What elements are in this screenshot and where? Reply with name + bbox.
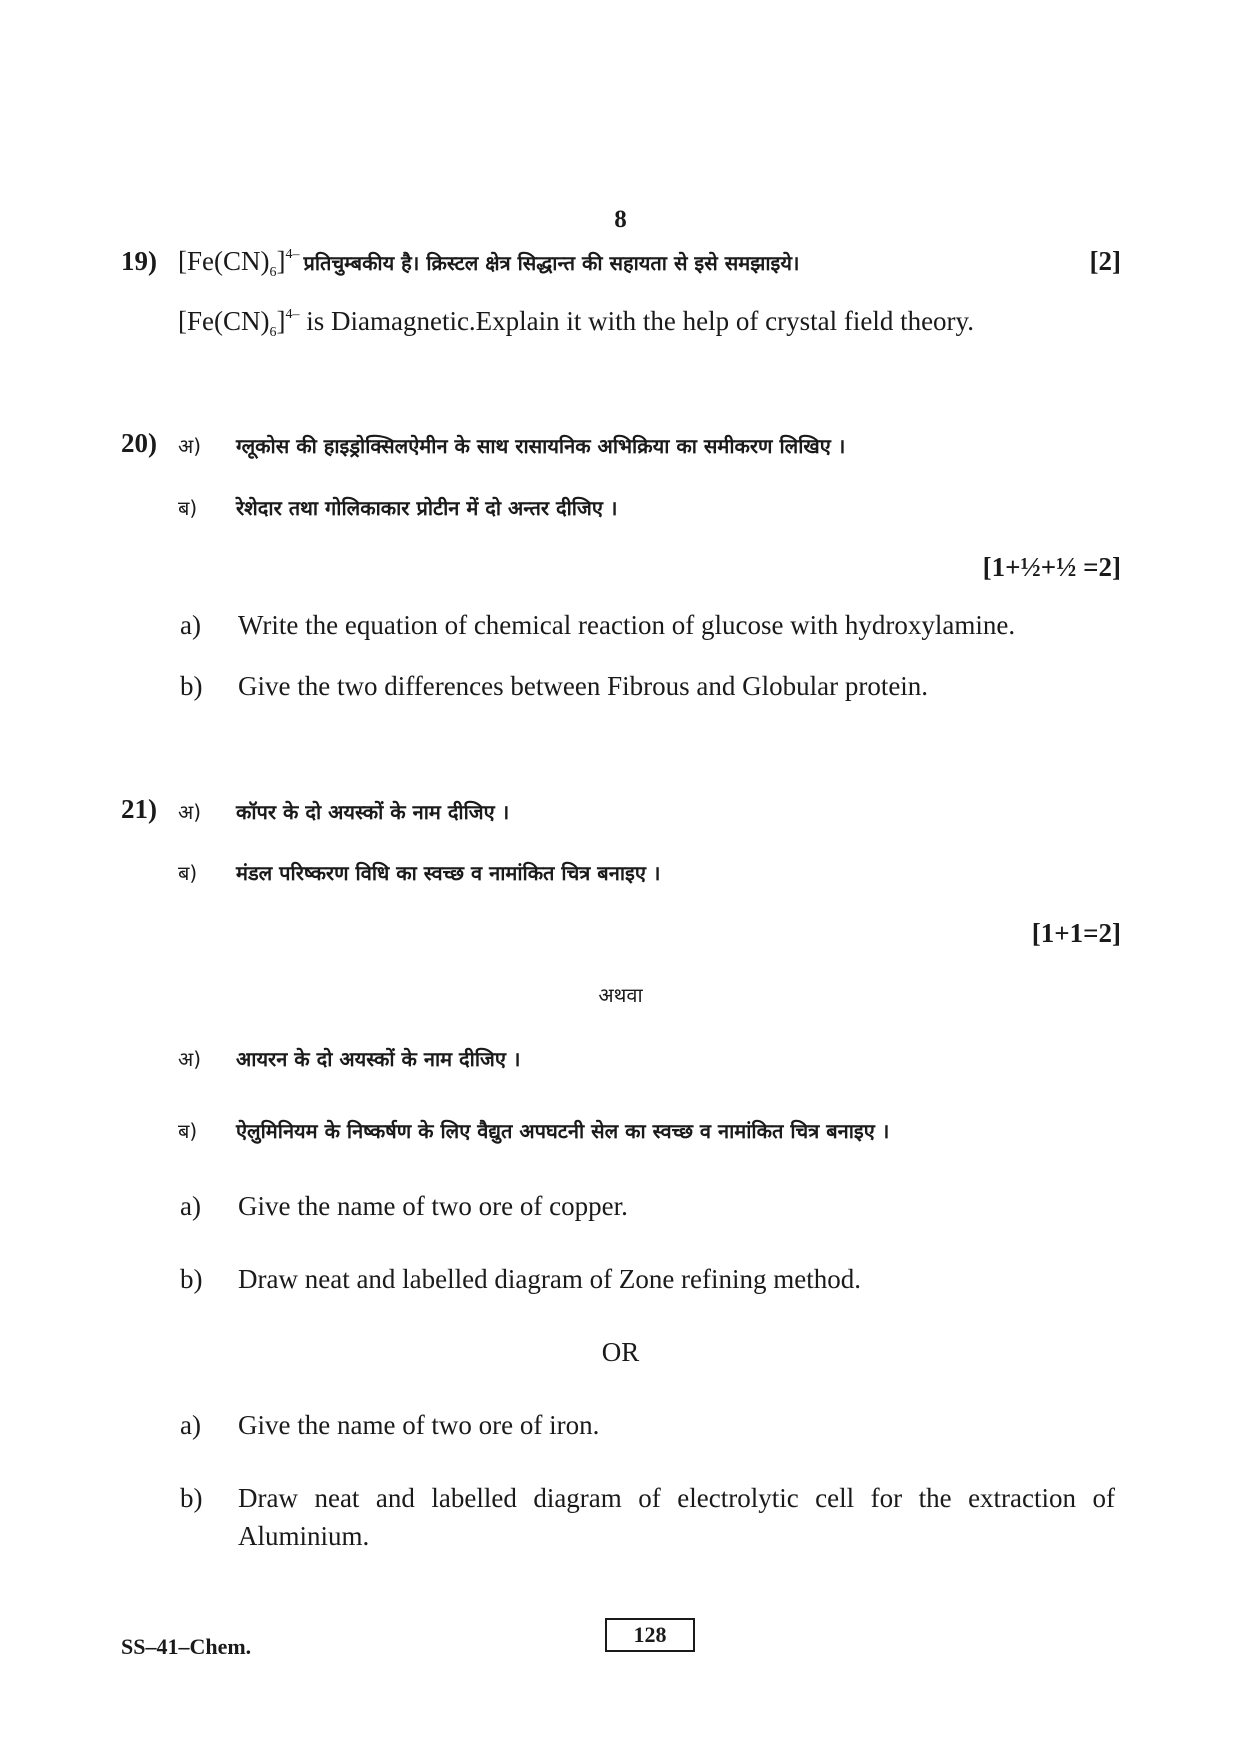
q20-en-a: Write the equation of chemical reaction of glucose with hydroxylamine.	[238, 610, 1016, 640]
q21-hindi-alt-b-label: ब)	[178, 1119, 198, 1143]
formula-charge: 4–	[285, 307, 300, 322]
page-number: 8	[614, 206, 627, 233]
q21-hindi-a: कॉपर के दो अयस्कों के नाम दीजिए ।	[236, 800, 510, 824]
formula-close: ]	[276, 306, 286, 336]
question-number-21: 21)	[121, 794, 157, 824]
q20-en-b: Give the two differences between Fibrous and Globular protein.	[238, 671, 929, 701]
q20-marks: [1+½+½ =2]	[982, 552, 1121, 582]
q19-english-line	[178, 306, 974, 341]
formula-subscript: 6	[269, 265, 277, 280]
formula-base: [Fe(CN)	[178, 306, 270, 336]
footer-paper-code: SS–41–Chem.	[121, 1634, 252, 1659]
q20-hindi-b: रेशेदार तथा गोलिकाकार प्रोटीन में दो अन्तर दीजिए ।	[236, 496, 618, 520]
question-number-20: 20)	[121, 428, 157, 458]
formula-charge: 4–	[285, 247, 300, 262]
or-english: OR	[601, 1337, 640, 1367]
q21-marks: [1+1=2]	[1031, 918, 1121, 948]
formula-base: [Fe(CN)	[178, 246, 270, 276]
q21-en-a-label: a)	[180, 1191, 201, 1221]
q21-en-alt-b-label: b)	[180, 1483, 203, 1513]
q20-en-b-label: b)	[180, 671, 203, 701]
q21-hindi-alt-a-label: अ)	[178, 1047, 202, 1071]
q21-hindi-b-label: ब)	[178, 861, 198, 885]
footer-page-number: 128	[605, 1618, 695, 1652]
question-number-19: 19)	[121, 246, 157, 276]
q21-hindi-alt-a: आयरन के दो अयस्कों के नाम दीजिए ।	[236, 1047, 521, 1071]
formula-fe-cn6	[178, 246, 300, 280]
q21-en-alt-b-line2: Aluminium.	[238, 1521, 370, 1551]
q20-hindi-b-label: ब)	[178, 496, 198, 520]
q19-hindi-text: प्रतिचुम्बकीय है। क्रिस्टल क्षेत्र सिद्धान्त की सहायता से इसे समझाइये।	[303, 251, 800, 275]
q21-en-alt-a-label: a)	[180, 1410, 201, 1440]
q21-hindi-b: मंडल परिष्करण विधि का स्वच्छ व नामांकित चित्र बनाइए ।	[236, 861, 661, 885]
q21-en-a: Give the name of two ore of copper.	[238, 1191, 628, 1221]
q19-english-text: is Diamagnetic.Explain it with the help of crystal field theory.	[306, 306, 975, 336]
q21-en-alt-b-line1: Draw neat and labelled diagram of electrolytic cell for the extraction of	[238, 1483, 1115, 1513]
q19-hindi-line	[178, 246, 800, 281]
formula-close: ]	[276, 246, 286, 276]
q21-en-b-label: b)	[180, 1264, 203, 1294]
formula-subscript: 6	[269, 325, 277, 340]
q20-hindi-a: ग्लूकोस की हाइड्रोक्सिलऐमीन के साथ रासायनिक अभिक्रिया का समीकरण लिखिए ।	[236, 434, 846, 458]
q21-hindi-a-label: अ)	[178, 800, 202, 824]
formula-fe-cn6-en	[178, 306, 300, 340]
q21-en-b: Draw neat and labelled diagram of Zone refining method.	[238, 1264, 862, 1294]
q21-en-alt-a: Give the name of two ore of iron.	[238, 1410, 600, 1440]
q19-marks: [2]	[1089, 246, 1121, 276]
q20-en-a-label: a)	[180, 610, 201, 640]
q21-hindi-alt-b: ऐलुमिनियम के निष्कर्षण के लिए वैद्युत अपघटनी सेल का स्वच्छ व नामांकित चित्र बनाइए ।	[236, 1119, 890, 1143]
or-hindi: अथवा	[598, 983, 643, 1007]
q20-hindi-a-label: अ)	[178, 434, 202, 458]
